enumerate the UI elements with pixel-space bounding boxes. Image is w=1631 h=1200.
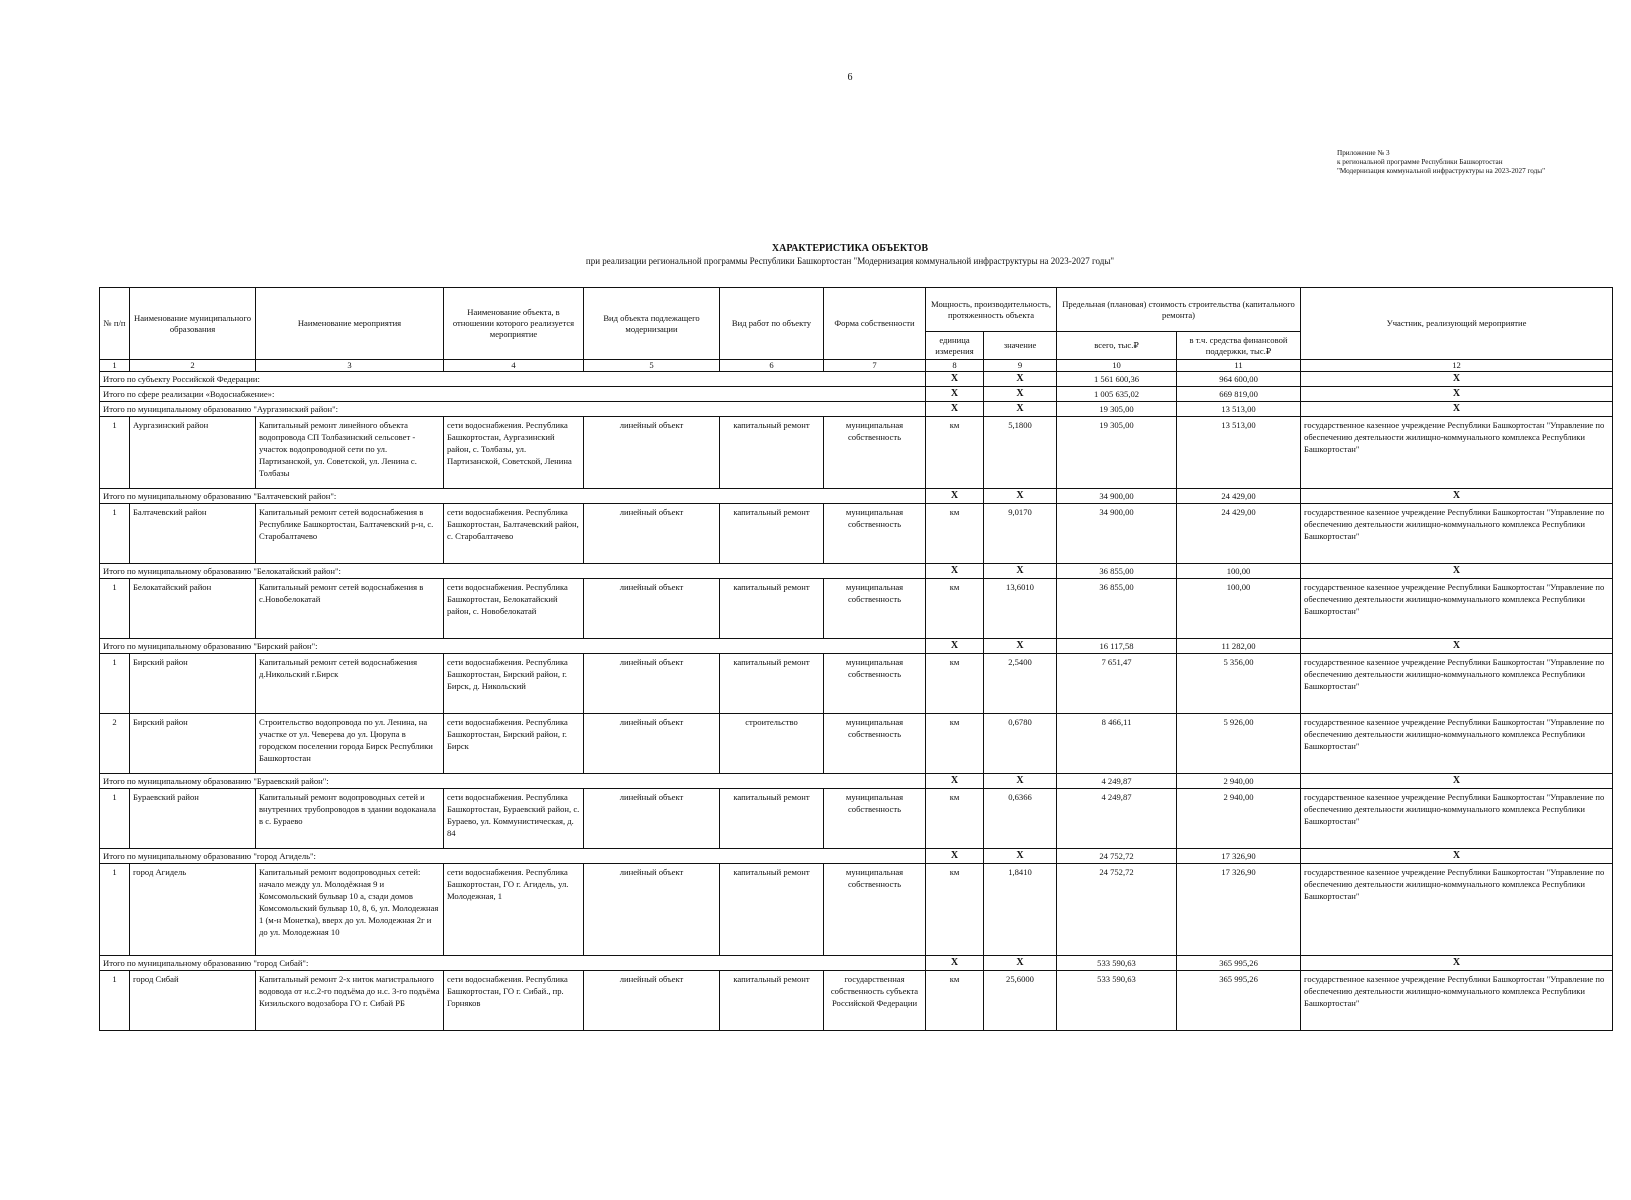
- row-value: 5,1800: [984, 417, 1057, 489]
- total-label: Итого по сфере реализации «Водоснабжение»:: [100, 387, 926, 402]
- group-total-label: Итого по муниципальному образованию "Бураевский район":: [100, 774, 926, 789]
- group-total-cost: 36 855,00: [1057, 564, 1177, 579]
- table-row: [100, 789, 1613, 849]
- row-ownership: муниципальная собственность: [824, 864, 926, 956]
- row-object-type: линейный объект: [584, 579, 720, 639]
- col-num-11: 11: [1177, 360, 1301, 372]
- appendix-line-2: к региональной программе Республики Башкортостан: [1337, 158, 1503, 166]
- group-total-label: Итого по муниципальному образованию "Белокатайский район":: [100, 564, 926, 579]
- row-value: 13,6010: [984, 579, 1057, 639]
- row-cost-total: 34 900,00: [1057, 504, 1177, 564]
- total-support: 964 600,00: [1177, 372, 1301, 387]
- row-work-type: капитальный ремонт: [720, 789, 824, 849]
- row-object-type: линейный объект: [584, 504, 720, 564]
- header-cost-total: всего, тыс.₽: [1057, 332, 1177, 360]
- row-activity: Капитальный ремонт водопроводных сетей и внутренних трубопроводов в здании водоканала в с. Бураево: [256, 789, 444, 849]
- row-cost-support: 2 940,00: [1177, 789, 1301, 849]
- header-ownership: Форма собственности: [824, 288, 926, 360]
- header-unit: единица измерения: [926, 332, 984, 360]
- table-row: [100, 714, 1613, 774]
- row-object: сети водоснабжения. Республика Башкортостан, ГО г. Агидель, ул. Молодежная, 1: [444, 864, 584, 956]
- group-total-support: 17 326,90: [1177, 849, 1301, 864]
- mark-x: X: [1301, 849, 1613, 864]
- mark-x: X: [984, 956, 1057, 971]
- group-total-label: Итого по муниципальному образованию "город Агидель":: [100, 849, 926, 864]
- group-total-row: [100, 849, 1613, 864]
- header-object-name: Наименование объекта, в отношении которого реализуется мероприятие: [444, 288, 584, 360]
- total-cost: 1 005 635,02: [1057, 387, 1177, 402]
- mark-x: X: [1301, 372, 1613, 387]
- row-cost-total: 8 466,11: [1057, 714, 1177, 774]
- row-participant: государственное казенное учреждение Республики Башкортостан "Управление по обеспечению деятельности жилищно-коммунального комплекса Республики Башкортостан": [1301, 654, 1613, 714]
- row-object: сети водоснабжения. Республика Башкортостан, Аургазинский район, с. Толбазы, ул. Партизанской, Советской, Ленина: [444, 417, 584, 489]
- group-total-cost: 34 900,00: [1057, 489, 1177, 504]
- document-title: ХАРАКТЕРИСТИКА ОБЪЕКТОВ: [771, 243, 929, 254]
- mark-x: X: [1301, 564, 1613, 579]
- mark-x: X: [984, 564, 1057, 579]
- row-unit: км: [926, 864, 984, 956]
- header-value: значение: [984, 332, 1057, 360]
- row-unit: км: [926, 417, 984, 489]
- row-activity: Строительство водопровода по ул. Ленина, на участке от ул. Чеверева до ул. Цюрупа в городском поселении города Бирск Республики Башкортостан: [256, 714, 444, 774]
- row-unit: км: [926, 504, 984, 564]
- row-cost-total: 533 590,63: [1057, 971, 1177, 1031]
- mark-x: X: [1301, 774, 1613, 789]
- row-ownership: муниципальная собственность: [824, 504, 926, 564]
- row-object: сети водоснабжения. Республика Башкортостан, Белокатайский район, с. Новобелокатай: [444, 579, 584, 639]
- row-activity: Капитальный ремонт сетей водоснабжения д.Никольский г.Бирск: [256, 654, 444, 714]
- group-total-support: 100,00: [1177, 564, 1301, 579]
- row-municipality: город Сибай: [130, 971, 256, 1031]
- total-cost: 1 561 600,36: [1057, 372, 1177, 387]
- row-cost-support: 13 513,00: [1177, 417, 1301, 489]
- mark-x: X: [984, 402, 1057, 417]
- group-total-cost: 533 590,63: [1057, 956, 1177, 971]
- row-object: сети водоснабжения. Республика Башкортостан, Бураевский район, с. Бураево, ул. Коммунистическая, д. 84: [444, 789, 584, 849]
- header-num: № п/п: [100, 288, 130, 360]
- row-unit: км: [926, 579, 984, 639]
- row-value: 0,6366: [984, 789, 1057, 849]
- appendix-line-1: Приложение № 3: [1337, 149, 1390, 157]
- mark-x: X: [1301, 639, 1613, 654]
- row-object: сети водоснабжения. Республика Башкортостан, ГО г. Сибай., пр. Горняков: [444, 971, 584, 1031]
- group-total-row: [100, 564, 1613, 579]
- col-num-2: 2: [130, 360, 256, 372]
- row-cost-total: 4 249,87: [1057, 789, 1177, 849]
- table-row: [100, 579, 1613, 639]
- mark-x: X: [1301, 489, 1613, 504]
- row-unit: км: [926, 654, 984, 714]
- row-object: сети водоснабжения. Республика Башкортостан, Балтачевский район, с. Старобалтачево: [444, 504, 584, 564]
- row-municipality: Белокатайский район: [130, 579, 256, 639]
- mark-x: X: [984, 372, 1057, 387]
- row-activity: Капитальный ремонт водопроводных сетей: начало между ул. Молодёжная 9 и Комсомольский бульвар 10 а, сзади домов Комсомольский бульвар 10, 8, 6, ул. Молодежная 1 (м-н Монетка), вверх до ул. Молодежная 2г и до ул. Молодежная 10: [256, 864, 444, 956]
- row-municipality: Балтачевский район: [130, 504, 256, 564]
- table-row: [100, 504, 1613, 564]
- group-total-support: 13 513,00: [1177, 402, 1301, 417]
- group-total-row: [100, 489, 1613, 504]
- row-unit: км: [926, 789, 984, 849]
- group-total-row: [100, 956, 1613, 971]
- row-work-type: капитальный ремонт: [720, 971, 824, 1031]
- row-activity: Капитальный ремонт сетей водоснабжения в с.Новобелокатай: [256, 579, 444, 639]
- row-unit: км: [926, 714, 984, 774]
- row-cost-total: 36 855,00: [1057, 579, 1177, 639]
- row-participant: государственное казенное учреждение Республики Башкортостан "Управление по обеспечению деятельности жилищно-коммунального комплекса Республики Башкортостан": [1301, 864, 1613, 956]
- table-row: [100, 971, 1613, 1031]
- row-ownership: муниципальная собственность: [824, 789, 926, 849]
- mark-x: X: [984, 489, 1057, 504]
- row-municipality: Аургазинский район: [130, 417, 256, 489]
- row-ownership: муниципальная собственность: [824, 714, 926, 774]
- appendix-note: [1337, 149, 1545, 176]
- mark-x: X: [926, 639, 984, 654]
- row-work-type: капитальный ремонт: [720, 504, 824, 564]
- mark-x: X: [1301, 387, 1613, 402]
- col-num-4: 4: [444, 360, 584, 372]
- row-value: 25,6000: [984, 971, 1057, 1031]
- row-participant: государственное казенное учреждение Республики Башкортостан "Управление по обеспечению деятельности жилищно-коммунального комплекса Республики Башкортостан": [1301, 579, 1613, 639]
- row-work-type: капитальный ремонт: [720, 654, 824, 714]
- row-work-type: капитальный ремонт: [720, 579, 824, 639]
- group-total-cost: 16 117,58: [1057, 639, 1177, 654]
- mark-x: X: [1301, 956, 1613, 971]
- row-municipality: Бирский район: [130, 654, 256, 714]
- group-total-label: Итого по муниципальному образованию "Балтачевский район":: [100, 489, 926, 504]
- row-value: 0,6780: [984, 714, 1057, 774]
- header-municipality: Наименование муниципального образования: [130, 288, 256, 360]
- col-num-6: 6: [720, 360, 824, 372]
- row-number: 1: [100, 579, 130, 639]
- row-activity: Капитальный ремонт 2-х ниток магистрального водовода от н.с.2-го подъёма до н.с. 3-го подъёма Кизильского водозабора ГО г. Сибай РБ: [256, 971, 444, 1031]
- row-object: сети водоснабжения. Республика Башкортостан, Бирский район, г. Бирск, д. Никольский: [444, 654, 584, 714]
- row-ownership: муниципальная собственность: [824, 579, 926, 639]
- group-total-support: 24 429,00: [1177, 489, 1301, 504]
- total-label: Итого по субъекту Российской Федерации:: [100, 372, 926, 387]
- table-row: [100, 654, 1613, 714]
- group-total-cost: 4 249,87: [1057, 774, 1177, 789]
- row-participant: государственное казенное учреждение Республики Башкортостан "Управление по обеспечению деятельности жилищно-коммунального комплекса Республики Башкортостан": [1301, 504, 1613, 564]
- group-total-support: 11 282,00: [1177, 639, 1301, 654]
- mark-x: X: [984, 387, 1057, 402]
- header-cost-support: в т.ч. средства финансовой поддержки, тыс.₽: [1177, 332, 1301, 360]
- row-number: 1: [100, 504, 130, 564]
- row-municipality: город Агидель: [130, 864, 256, 956]
- row-municipality: Бураевский район: [130, 789, 256, 849]
- objects-table: [99, 287, 1613, 1031]
- mark-x: X: [926, 956, 984, 971]
- col-num-12: 12: [1301, 360, 1613, 372]
- mark-x: X: [926, 849, 984, 864]
- mark-x: X: [926, 489, 984, 504]
- header-activity: Наименование мероприятия: [256, 288, 444, 360]
- group-total-support: 365 995,26: [1177, 956, 1301, 971]
- total-support: 669 819,00: [1177, 387, 1301, 402]
- row-cost-support: 17 326,90: [1177, 864, 1301, 956]
- table-row: [100, 417, 1613, 489]
- row-work-type: строительство: [720, 714, 824, 774]
- col-num-5: 5: [584, 360, 720, 372]
- row-cost-total: 7 651,47: [1057, 654, 1177, 714]
- mark-x: X: [926, 387, 984, 402]
- mark-x: X: [926, 372, 984, 387]
- header-object-type: Вид объекта подлежащего модернизации: [584, 288, 720, 360]
- row-number: 1: [100, 789, 130, 849]
- mark-x: X: [984, 849, 1057, 864]
- row-object: сети водоснабжения. Республика Башкортостан, Бирский район, г. Бирск: [444, 714, 584, 774]
- mark-x: X: [926, 402, 984, 417]
- row-object-type: линейный объект: [584, 864, 720, 956]
- row-participant: государственное казенное учреждение Республики Башкортостан "Управление по обеспечению деятельности жилищно-коммунального комплекса Республики Башкортостан": [1301, 417, 1613, 489]
- row-cost-support: 24 429,00: [1177, 504, 1301, 564]
- group-total-label: Итого по муниципальному образованию "Аургазинский район":: [100, 402, 926, 417]
- group-total-row: [100, 402, 1613, 417]
- column-numbers-row: [100, 360, 1613, 372]
- total-row-sphere: [100, 387, 1613, 402]
- row-ownership: государственная собственность субъекта Российской Федерации: [824, 971, 926, 1031]
- row-object-type: линейный объект: [584, 971, 720, 1031]
- col-num-7: 7: [824, 360, 926, 372]
- header-capacity-group: Мощность, производительность, протяженность объекта: [926, 288, 1057, 332]
- row-participant: государственное казенное учреждение Республики Башкортостан "Управление по обеспечению деятельности жилищно-коммунального комплекса Республики Башкортостан": [1301, 789, 1613, 849]
- document-heading: [0, 242, 1631, 268]
- row-value: 9,0170: [984, 504, 1057, 564]
- group-total-cost: 24 752,72: [1057, 849, 1177, 864]
- group-total-support: 2 940,00: [1177, 774, 1301, 789]
- row-number: 1: [100, 654, 130, 714]
- row-cost-support: 5 926,00: [1177, 714, 1301, 774]
- row-work-type: капитальный ремонт: [720, 417, 824, 489]
- row-municipality: Бирский район: [130, 714, 256, 774]
- row-cost-support: 100,00: [1177, 579, 1301, 639]
- row-number: 1: [100, 864, 130, 956]
- header-participant: Участник, реализующий мероприятие: [1301, 288, 1613, 360]
- mark-x: X: [1301, 402, 1613, 417]
- group-total-cost: 19 305,00: [1057, 402, 1177, 417]
- col-num-3: 3: [256, 360, 444, 372]
- appendix-line-3: "Модернизация коммунальной инфраструктуры на 2023-2027 годы": [1337, 167, 1546, 175]
- row-object-type: линейный объект: [584, 654, 720, 714]
- header-work-type: Вид работ по объекту: [720, 288, 824, 360]
- row-object-type: линейный объект: [584, 714, 720, 774]
- row-activity: Капитальный ремонт линейного объекта водопровода СП Толбазинский сельсовет - участок водопроводной сети по ул. Партизанской, ул. Советской, ул. Ленина с. Толбазы: [256, 417, 444, 489]
- row-ownership: муниципальная собственность: [824, 654, 926, 714]
- row-cost-support: 5 356,00: [1177, 654, 1301, 714]
- group-total-row: [100, 774, 1613, 789]
- mark-x: X: [926, 774, 984, 789]
- mark-x: X: [984, 639, 1057, 654]
- row-cost-total: 19 305,00: [1057, 417, 1177, 489]
- table-row: [100, 864, 1613, 956]
- row-number: 1: [100, 971, 130, 1031]
- row-value: 1,8410: [984, 864, 1057, 956]
- row-cost-support: 365 995,26: [1177, 971, 1301, 1031]
- row-number: 2: [100, 714, 130, 774]
- row-participant: государственное казенное учреждение Республики Башкортостан "Управление по обеспечению деятельности жилищно-коммунального комплекса Республики Башкортостан": [1301, 971, 1613, 1031]
- row-number: 1: [100, 417, 130, 489]
- row-object-type: линейный объект: [584, 417, 720, 489]
- mark-x: X: [926, 564, 984, 579]
- total-row-subject: [100, 372, 1613, 387]
- group-total-label: Итого по муниципальному образованию "Бирский район":: [100, 639, 926, 654]
- document-subtitle: при реализации региональной программы Республики Башкортостан "Модернизация коммунальной инфраструктуры на 2023-2027 годы": [585, 256, 1115, 266]
- row-ownership: муниципальная собственность: [824, 417, 926, 489]
- row-object-type: линейный объект: [584, 789, 720, 849]
- row-cost-total: 24 752,72: [1057, 864, 1177, 956]
- group-total-row: [100, 639, 1613, 654]
- col-num-9: 9: [984, 360, 1057, 372]
- page-number: 6: [847, 72, 853, 83]
- group-total-label: Итого по муниципальному образованию "город Сибай":: [100, 956, 926, 971]
- col-num-1: 1: [100, 360, 130, 372]
- col-num-10: 10: [1057, 360, 1177, 372]
- header-cost-group: Предельная (плановая) стоимость строительства (капитального ремонта): [1057, 288, 1301, 332]
- row-participant: государственное казенное учреждение Республики Башкортостан "Управление по обеспечению деятельности жилищно-коммунального комплекса Республики Башкортостан": [1301, 714, 1613, 774]
- row-unit: км: [926, 971, 984, 1031]
- row-value: 2,5400: [984, 654, 1057, 714]
- row-activity: Капитальный ремонт сетей водоснабжения в Республике Башкортостан, Балтачевский р-н, с. Старобалтачево: [256, 504, 444, 564]
- table-body: [100, 372, 1613, 1031]
- mark-x: X: [984, 774, 1057, 789]
- row-work-type: капитальный ремонт: [720, 864, 824, 956]
- col-num-8: 8: [926, 360, 984, 372]
